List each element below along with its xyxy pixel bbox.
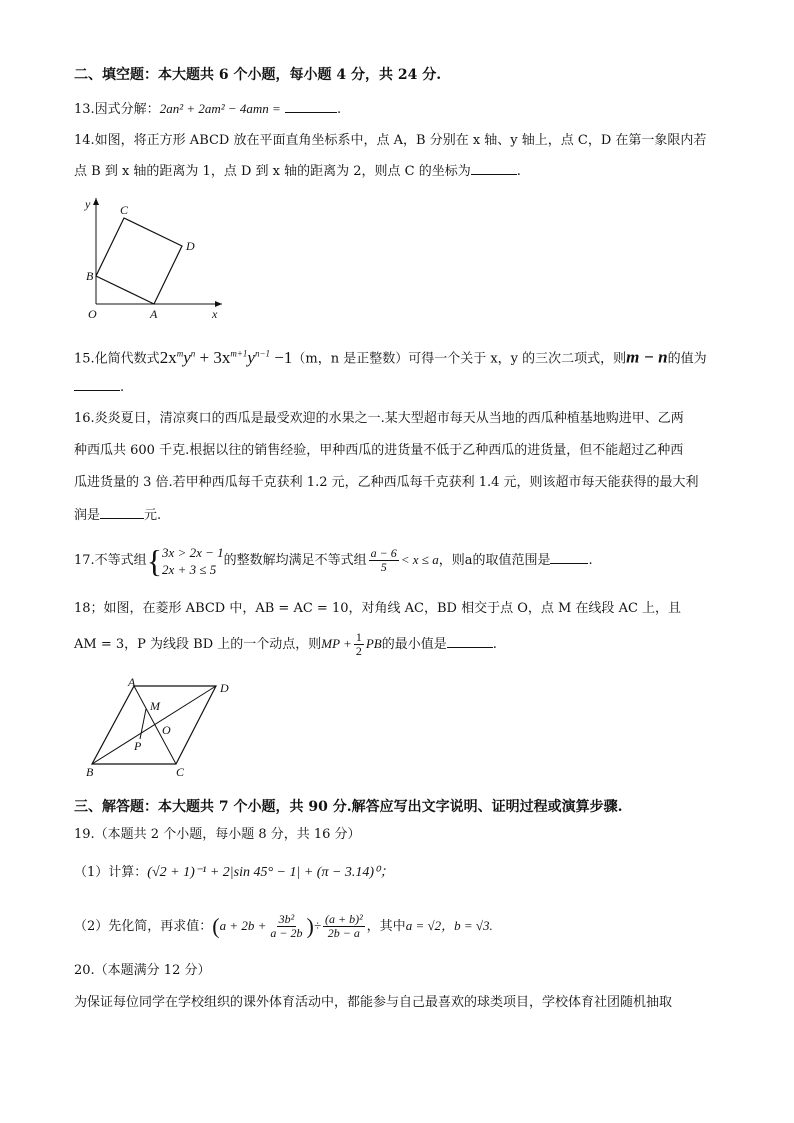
q14-line-2-text: 点 B 到 x 轴的距离为 1，点 D 到 x 轴的距离为 2，则点 C 的坐标为	[74, 164, 471, 179]
q13-prefix: 13.因式分解：	[74, 102, 160, 117]
rhombus-figure	[80, 676, 240, 786]
q15-exp-m: m	[176, 348, 184, 358]
q19-f2-num: (a + b)²	[324, 912, 363, 926]
q15-term-2x: 2x	[159, 347, 177, 367]
q18-line-1: 18；如图，在菱形 ABCD 中，AB = AC = 10，对角线 AC，BD 相交于点 O，点 M 在线段 AC 上，且	[74, 601, 682, 616]
q19-title: 19.（本题共 2 个小题，每小题 8 分，共 16 分）	[74, 827, 361, 842]
q17-end: .	[588, 553, 593, 568]
label-b: B	[86, 269, 94, 283]
q16-line-2: 种西瓜共 600 千克.根据以往的销售经验，甲种西瓜的进货量不低于乙种西瓜的进货量，但不能超过乙种西	[74, 443, 684, 458]
label-y: y	[85, 197, 91, 211]
label-a: A	[128, 676, 136, 689]
q15-suffix: 的值为	[667, 351, 707, 367]
q15-m-minus-n: m − n	[626, 347, 668, 367]
square-coordinate-figure	[82, 192, 232, 322]
q15-answer-line	[74, 378, 124, 397]
label-p: P	[134, 739, 142, 753]
q19-p1-prefix: （1）计算：	[74, 865, 148, 880]
q15-exp-m1: m+1	[230, 348, 248, 358]
label-b: B	[86, 765, 94, 779]
q15-exp-n1: n−1	[254, 348, 271, 358]
answer-blank[interactable]	[550, 551, 588, 564]
q19-values: a = √2，b = √3.	[405, 918, 493, 933]
label-x: x	[212, 307, 218, 321]
answer-blank[interactable]	[447, 635, 493, 648]
q18-frac-den: 2	[355, 644, 362, 658]
question-17	[74, 540, 593, 581]
q19-f1-den: a − 2b	[270, 926, 303, 940]
q15-term-y2: y	[247, 347, 255, 367]
q17-system	[162, 544, 224, 578]
label-c: C	[120, 203, 129, 217]
left-paren-icon: (	[212, 913, 220, 939]
q19-f1-num: 3b²	[278, 912, 295, 926]
q19-p2-a: a + 2b +	[219, 918, 267, 933]
q16-line-3: 瓜进货量的 3 倍.若甲种西瓜每千克获利 1.2 元，乙种西瓜每千克获利 1.4 元，则该超市每天能获得的最大利	[74, 475, 699, 490]
q19-part-1	[74, 858, 394, 888]
q19-part-2	[74, 906, 493, 947]
q14-end: .	[516, 164, 521, 179]
q17-prefix: 17.不等式组	[74, 553, 147, 568]
q17-suffix: ，则a的取值范围是	[438, 553, 551, 568]
q19-divide: ÷	[313, 918, 321, 933]
q18-line-2-text: AM = 3，P 为线段 BD 上的一个动点，则	[74, 637, 322, 652]
label-d: D	[220, 681, 229, 695]
q14-line-2	[74, 162, 521, 181]
q16-line-4-suffix: 元.	[144, 508, 162, 523]
segment-mp	[140, 709, 146, 739]
answer-blank[interactable]	[74, 378, 120, 391]
label-c: C	[176, 765, 185, 779]
y-axis-arrow	[93, 198, 99, 205]
brace-icon: {	[146, 542, 163, 579]
q16-line-4-prefix: 润是	[74, 508, 101, 523]
q19-fraction-1	[268, 913, 304, 940]
q15-term-3x: + 3x	[199, 347, 231, 367]
q15-exp-n: n	[190, 348, 196, 358]
diagonal-bd	[92, 686, 216, 764]
q15-prefix: 15.化简代数式	[74, 351, 160, 367]
q17-middle: 的整数解均满足不等式组	[223, 553, 367, 568]
q17-ineq-2: 2x + 3 ≤ 5	[162, 561, 217, 577]
section-heading-fill-in: 二、填空题：本大题共 6 个小题，每小题 4 分，共 24 分.	[74, 67, 442, 83]
right-paren-icon: )	[306, 913, 314, 939]
question-15	[74, 344, 707, 369]
q17-fraction	[369, 547, 399, 574]
answer-blank[interactable]	[471, 162, 517, 175]
q17-ineq-1: 3x > 2x − 1	[162, 544, 224, 560]
q18-mp: MP +	[321, 636, 352, 651]
q19-fraction-2	[323, 913, 365, 940]
q15-term-y: y	[183, 347, 191, 367]
label-d: D	[186, 239, 195, 253]
q18-suffix: 的最小值是	[381, 637, 447, 652]
q19-f2-den: 2b − a	[327, 926, 360, 940]
q16-line-4	[74, 506, 161, 525]
q17-ineq: < x ≤ a	[400, 552, 439, 567]
section-heading-solutions: 三、解答题：本大题共 7 个小题，共 90 分.解答应写出文字说明、证明过程或演算步骤.	[74, 799, 623, 815]
q18-frac-num: 1	[355, 630, 362, 644]
q18-end: .	[492, 637, 497, 652]
q17-frac-num: a − 6	[370, 546, 397, 560]
answer-blank[interactable]	[100, 506, 144, 519]
q18-fraction	[354, 631, 364, 658]
q18-line-2	[74, 626, 497, 663]
square-abcd	[96, 218, 182, 304]
label-o: O	[88, 307, 97, 321]
q19-p2-prefix: （2）先化简，再求值：	[74, 919, 213, 934]
q15-end: .	[120, 380, 125, 395]
q17-frac-den: 5	[380, 560, 387, 574]
q19-where: ，其中	[366, 919, 406, 934]
question-13: 13.因式分解：2an² + 2am² − 4amn = .	[74, 101, 342, 117]
label-a: A	[150, 307, 158, 321]
q13-expression: 2an² + 2am² − 4amn =	[159, 101, 281, 116]
q16-line-1: 16.炎炎夏日，清凉爽口的西瓜是最受欢迎的水果之一.某大型超市每天从当地的西瓜种植基地购进甲、乙两	[74, 411, 684, 426]
answer-blank[interactable]	[285, 100, 337, 113]
q14-line-1: 14.如图，将正方形 ABCD 放在平面直角坐标系中，点 A，B 分别在 x 轴、y 轴上，点 C，D 在第一象限内若	[74, 133, 707, 148]
q15-middle: （m，n 是正整数）可得一个关于 x，y 的三次二项式，则	[292, 351, 627, 367]
q19-p1-expression: (√2 + 1)⁻¹ + 2|sin 45° − 1| + (π − 3.14)⁰；	[147, 865, 394, 880]
label-o: O	[162, 723, 171, 737]
q20-title: 20.（本题满分 12 分）	[74, 963, 211, 978]
q15-term-minus-one: −1	[274, 347, 293, 367]
label-m: M	[150, 699, 160, 713]
q20-line-1: 为保证每位同学在学校组织的课外体育活动中，都能参与自己最喜欢的球类项目，学校体育社团随机抽取	[74, 995, 673, 1010]
q18-pb: PB	[365, 636, 382, 651]
